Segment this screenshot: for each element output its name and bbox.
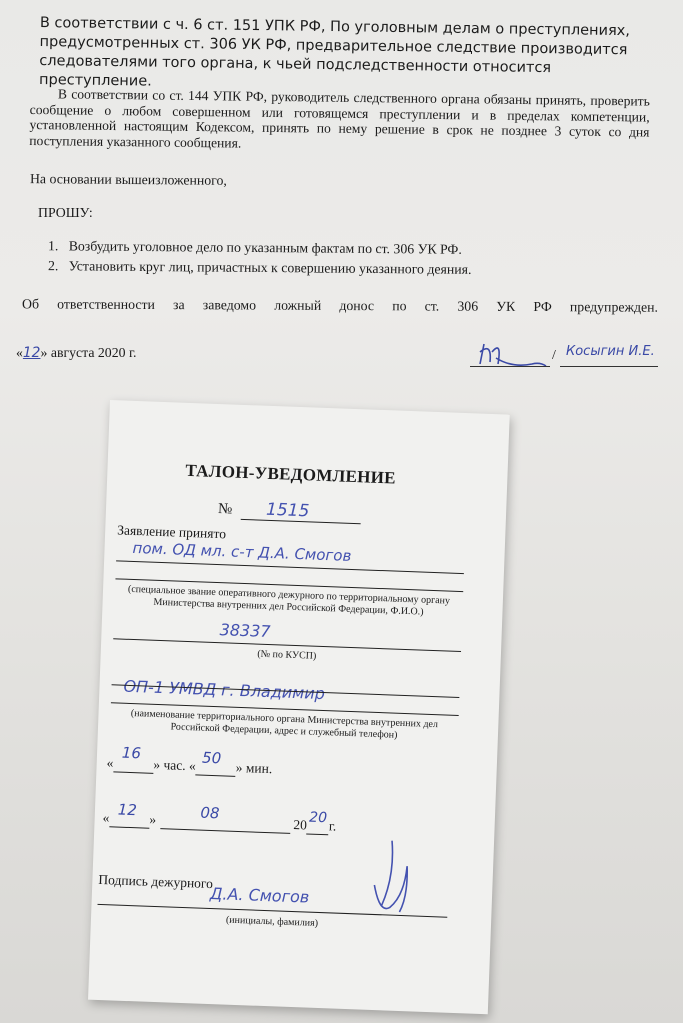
time-row: « 16 » час. « 50 » мин. [106, 743, 273, 777]
signature-separator: / [552, 348, 556, 363]
basis-line: На основании вышеизложенного, [29, 171, 227, 188]
talon-number-label: № [217, 501, 233, 518]
talon-title: ТАЛОН-УВЕДОМЛЕНИЕ [185, 460, 397, 488]
request-text: Возбудить уголовное дело по указанным фактам по ст. 306 УК РФ. [68, 238, 462, 257]
time-minutes-label: » мин. [235, 759, 273, 777]
request-text: Установить круг лиц, причастных к совершению указанного деяния. [68, 258, 472, 277]
request-number: 1. [47, 238, 59, 254]
request-item-2 [48, 258, 472, 278]
time-hours-label: » час. « [153, 756, 197, 774]
date-month: 08 [200, 803, 220, 823]
duty-signature-name: Д.А. Смогов [209, 884, 310, 907]
accepted-by-handwritten: пом. ОД мл. с-т Д.А. Смогов [132, 538, 352, 565]
request-heading: ПРОШУ: [38, 205, 93, 220]
statement-document [0, 0, 683, 380]
date-year-prefix: 20 [293, 817, 308, 833]
request-item-1 [48, 238, 462, 258]
request-number: 2. [47, 258, 59, 274]
date-quote-open: « [16, 345, 23, 360]
date-rest: » августа 2020 г. [40, 345, 137, 360]
applicant-signature [472, 334, 552, 374]
officer-caption: (специальное звание оперативного дежурного по территориальному органу Министерства внутренних дел Российской Федерации, Ф.И.О.) [127, 583, 451, 618]
kusp-caption: (№ по КУСП) [257, 648, 317, 662]
responsibility-line: Об ответственности за заведомо ложный донос по ст. 306 УК РФ предупрежден. [21, 296, 659, 315]
paragraph-151: В соответствии с ч. 6 ст. 151 УПК РФ, По уголовным делам о преступлениях, предусмотренных ст. 306 УК РФ, предварительное следствие производится следователями того органа, к чьей подследственности относится преступление. [38, 14, 631, 90]
department-handwritten: ОП-1 УМВД г. Владимир [123, 676, 326, 704]
date-row: « 12 » 08 20 20 г. [102, 800, 337, 834]
date-day-handwritten: 12 [22, 345, 41, 361]
signature-label: Подпись дежурного [98, 871, 214, 892]
talon-number-value: 1515 [265, 499, 310, 522]
date-day: 12 [117, 800, 138, 820]
applicant-signature-block [470, 336, 670, 376]
talon-notification [88, 400, 510, 1014]
date-year-suffix: 20 [308, 809, 328, 827]
kusp-value: 38337 [219, 620, 271, 642]
signature-caption: (инициалы, фамилия) [225, 914, 319, 929]
time-minutes: 50 [201, 748, 222, 768]
department-caption: (наименование территориального органа Министерства внутренних дел Российской Федерации, адрес и служебный телефон) [130, 707, 439, 741]
duty-signature-scribble [359, 835, 422, 917]
name-underline [560, 366, 658, 367]
time-hours: 16 [121, 743, 142, 763]
paragraph-144 [29, 86, 650, 156]
applicant-name-handwritten: Косыгин И.Е. [566, 344, 655, 359]
statement-date [16, 345, 137, 361]
signature-underline [470, 366, 550, 367]
paragraph-144-text: В соответствии со ст. 144 УПК РФ, руководитель следственного органа обязаны принять, проверить сообщение о любом совершенном или готовящемся преступлении и в пределах компетенции, установленной настоящим Кодексом, принять по нему решение в срок не позднее 3 суток со дня поступления указанного сообщения. [29, 86, 650, 151]
date-year-end: г. [328, 818, 337, 834]
accepted-label: Заявление принято [116, 522, 227, 542]
